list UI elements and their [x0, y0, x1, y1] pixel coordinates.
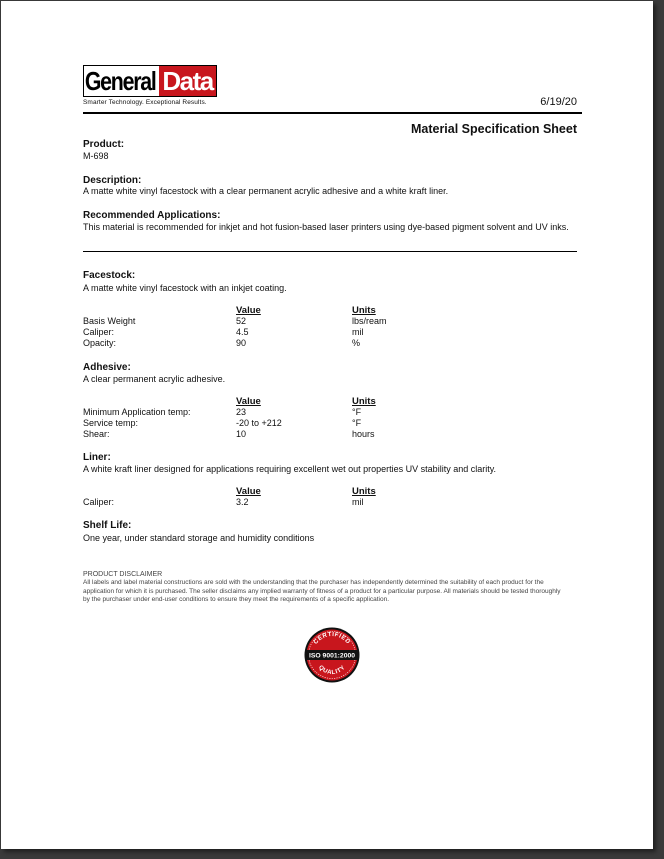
liner-row-value: 3.2	[236, 497, 249, 507]
document-page	[1, 1, 653, 849]
seal-center-text: ISO 9001:2000	[308, 652, 356, 660]
product-value: M-698	[83, 151, 109, 161]
iso-certified-seal-icon	[304, 627, 360, 683]
facestock-label: Facestock:	[83, 270, 136, 281]
adhesive-row-units: °F	[352, 418, 362, 428]
adhesive-row-name: Shear:	[83, 429, 110, 439]
liner-value-header: Value	[236, 486, 261, 497]
facestock-row-value: 4.5	[236, 327, 249, 337]
liner-row-name: Caliper:	[83, 497, 115, 507]
facestock-row-name: Caliper:	[83, 327, 115, 337]
facestock-row-value: 52	[236, 316, 247, 326]
facestock-row-units: lbs/ream	[352, 316, 387, 326]
page-title: Material Specification Sheet	[410, 122, 577, 136]
facestock-row-name: Opacity:	[83, 338, 117, 348]
facestock-row-units: mil	[352, 327, 364, 337]
applications-text: This material is recommended for inkjet and hot fusion-based laser printers using dye-based pigment solvent and UV inks.	[83, 222, 569, 232]
product-label: Product:	[83, 139, 125, 150]
adhesive-row-name: Minimum Application temp:	[83, 407, 191, 417]
shelf-life-label: Shelf Life:	[83, 520, 132, 531]
adhesive-units-header: Units	[352, 396, 376, 407]
adhesive-row-units: hours	[352, 429, 375, 439]
facestock-units-header: Units	[352, 305, 376, 316]
applications-label: Recommended Applications:	[83, 210, 221, 221]
adhesive-row-value: 23	[236, 407, 247, 417]
facestock-row-value: 90	[236, 338, 247, 348]
liner-row-units: mil	[352, 497, 364, 507]
liner-units-header: Units	[352, 486, 376, 497]
description-label: Description:	[83, 175, 142, 186]
adhesive-row-name: Service temp:	[83, 418, 139, 428]
adhesive-row-units: °F	[352, 407, 362, 417]
facestock-value-header: Value	[236, 305, 261, 316]
seal-bottom-text: QUALITY	[317, 664, 347, 677]
liner-label: Liner:	[83, 452, 111, 463]
adhesive-label: Adhesive:	[83, 362, 131, 373]
disclaimer-heading: PRODUCT DISCLAIMER	[83, 571, 163, 578]
liner-text: A white kraft liner designed for applications requiring excellent wet out properties UV stability and clarity.	[83, 464, 497, 474]
seal-top-text: CERTIFIED	[313, 631, 351, 646]
adhesive-row-value: 10	[236, 429, 247, 439]
header-divider	[83, 112, 582, 114]
adhesive-row-value: -20 to +212	[236, 418, 282, 428]
company-logo	[83, 65, 217, 106]
adhesive-text: A clear permanent acrylic adhesive.	[83, 374, 226, 384]
logo-general: General	[84, 66, 156, 96]
adhesive-value-header: Value	[236, 396, 261, 407]
logo-data: Data	[159, 66, 215, 96]
logo-tagline: Smarter Technology. Exceptional Results.	[83, 99, 207, 106]
section-divider	[83, 251, 577, 252]
facestock-row-units: %	[352, 338, 361, 348]
description-text: A matte white vinyl facestock with a clear permanent acrylic adhesive and a white kraft liner.	[83, 186, 449, 196]
facestock-row-name: Basis Weight	[83, 316, 136, 326]
shelf-life-text: One year, under standard storage and humidity conditions	[83, 533, 315, 543]
facestock-text: A matte white vinyl facestock with an inkjet coating.	[83, 283, 287, 293]
document-date: 6/19/20	[540, 96, 577, 108]
disclaimer-text: All labels and label material constructions are sold with the understanding that the purchaser has independently determined the suitability of each product for the application for which it is purchased. The seller disclaims any implied warranty of fitness of a product for a particular purpose. All materials should be tested thoroughly by the purchaser under end-user conditions to ensure they meet the requirements of a specific application.	[83, 579, 561, 603]
